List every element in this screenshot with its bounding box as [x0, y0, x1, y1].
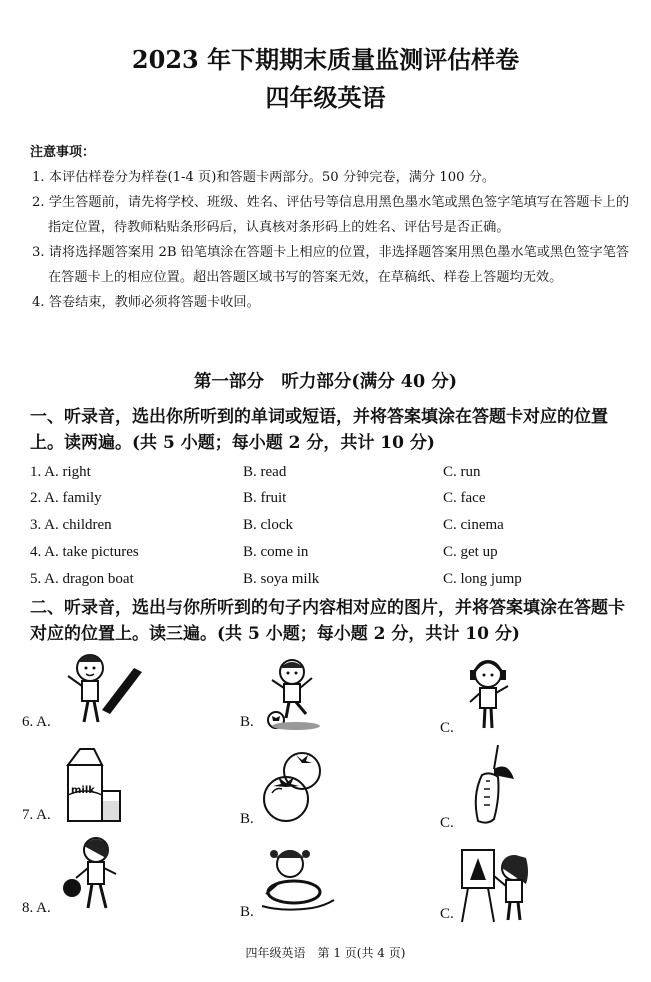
note-item-3: 3. 请将选择题答案用 2B 铅笔填涂在答题卡上相应的位置，非选择题答案用黑色墨水笔或黑色签字笔答在答题卡上的相应位置。超出答题区域书写的答案无效，在草稿纸、样卷上答题均无效。: [32, 245, 630, 285]
q4-option-c[interactable]: C. get up: [443, 544, 498, 560]
q6-label-a[interactable]: 6. A.: [22, 714, 51, 730]
q7-image-a[interactable]: [62, 745, 126, 825]
q8-label-b[interactable]: B.: [240, 904, 254, 920]
boy-listening-music-icon: [460, 656, 520, 732]
q8-label-a[interactable]: 8. A.: [22, 900, 51, 916]
question-row-3: [30, 517, 630, 541]
q5-option-c[interactable]: C. long jump: [443, 571, 522, 587]
picture-row-8: [0, 834, 651, 924]
q3-option-a[interactable]: 3. A. children: [30, 517, 112, 533]
milk-label: milk: [71, 785, 95, 796]
q4-option-b[interactable]: B. come in: [243, 544, 309, 560]
girl-painting-icon: [458, 846, 538, 924]
notes-heading: 注意事项：: [30, 145, 96, 160]
q6-image-b[interactable]: [262, 656, 332, 732]
q5-option-b[interactable]: B. soya milk: [243, 571, 320, 587]
notes-block: [30, 140, 630, 315]
question-row-2: [30, 490, 630, 514]
q3-option-b[interactable]: B. clock: [243, 517, 293, 533]
part2-instruction: 二、听录音，选出与你所听到的句子内容相对应的图片，并将答案填涂在答题卡对应的位置上。读三遍。(共 5 小题；每小题 2 分，共计 10 分): [30, 598, 625, 644]
note-item-1: 1. 本评估样卷分为样卷(1-4 页)和答题卡两部分。50 分钟完卷，满分 100 分。: [32, 170, 496, 185]
question-row-1: [30, 464, 630, 488]
q8-image-b[interactable]: [258, 844, 338, 922]
part1-instruction: 一、听录音，选出你所听到的单词或短语，并将答案填涂在答题卡对应的位置上。读两遍。(共 5 小题；每小题 2 分，共计 10 分): [30, 407, 608, 453]
q4-option-a[interactable]: 4. A. take pictures: [30, 544, 139, 560]
exam-subtitle: 四年级英语: [265, 83, 386, 112]
milk-carton-icon: [62, 745, 126, 825]
girl-swimming-icon: [258, 844, 338, 922]
picture-row-7: [0, 745, 651, 835]
q1-option-a[interactable]: 1. A. right: [30, 464, 91, 480]
picture-row-6: [0, 650, 651, 740]
q1-option-b[interactable]: B. read: [243, 464, 287, 480]
q2-option-c[interactable]: C. face: [443, 490, 486, 506]
exam-title: 2023 年下期期末质量监测评估样卷: [131, 45, 520, 74]
note-item-2: 2. 学生答题前，请先将学校、班级、姓名、评估号等信息用黑色墨水笔或黑色签字笔填写在答题卡上的指定位置，待教师粘贴条形码后，认真核对条形码上的姓名、评估号是否正确。: [32, 195, 630, 235]
q8-image-c[interactable]: [458, 846, 538, 924]
q6-label-b[interactable]: B.: [240, 714, 254, 730]
q6-image-a[interactable]: [62, 650, 152, 730]
q8-label-c[interactable]: C.: [440, 906, 454, 922]
q7-image-c[interactable]: [464, 745, 524, 829]
tomato-icon: [258, 749, 328, 825]
section-title: 第一部分 听力部分(满分 40 分): [193, 372, 458, 392]
q2-option-b[interactable]: B. fruit: [243, 490, 287, 506]
hand-with-corn-icon: [464, 745, 524, 829]
q5-option-a[interactable]: 5. A. dragon boat: [30, 571, 134, 587]
q7-label-c[interactable]: C.: [440, 815, 454, 831]
page-footer: 四年级英语 第 1 页(共 4 页): [245, 946, 406, 960]
boy-playing-hockey-icon: [62, 650, 152, 730]
q6-label-c[interactable]: C.: [440, 720, 454, 736]
q1-option-c[interactable]: C. run: [443, 464, 481, 480]
q8-image-a[interactable]: [62, 834, 126, 918]
q2-option-a[interactable]: 2. A. family: [30, 490, 102, 506]
boy-playing-football-icon: [262, 656, 332, 732]
q6-image-c[interactable]: [460, 656, 520, 732]
note-item-4: 4. 答卷结束，教师必须将答题卡收回。: [32, 295, 260, 310]
question-row-5: [30, 571, 630, 595]
question-row-4: [30, 544, 630, 568]
q7-label-a[interactable]: 7. A.: [22, 807, 51, 823]
q7-label-b[interactable]: B.: [240, 811, 254, 827]
q3-option-c[interactable]: C. cinema: [443, 517, 504, 533]
q7-image-b[interactable]: [258, 749, 328, 825]
girl-playing-basketball-icon: [62, 834, 126, 918]
